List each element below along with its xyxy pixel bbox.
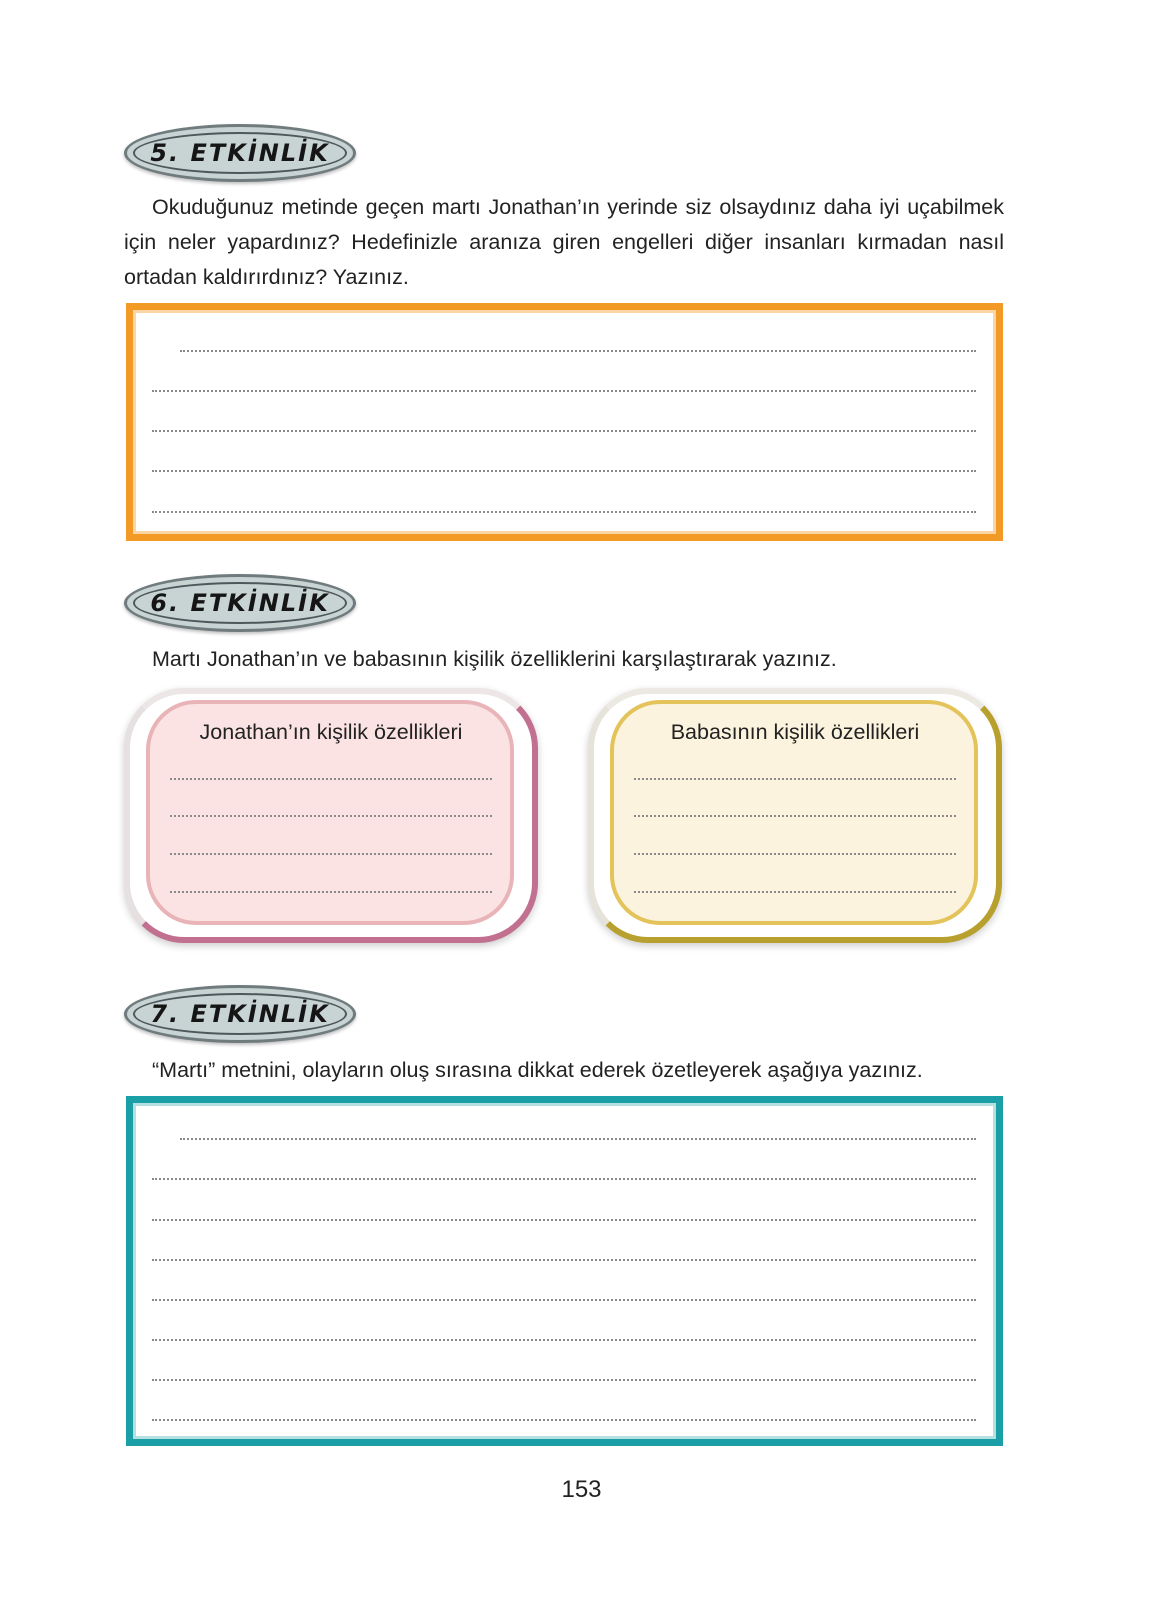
activity-5-answer-box[interactable] bbox=[126, 303, 1003, 541]
answer-line[interactable] bbox=[152, 1299, 976, 1301]
activity-7-badge-label: 7. ETKİNLİK bbox=[150, 1000, 330, 1028]
answer-line[interactable] bbox=[152, 1379, 976, 1381]
answer-line[interactable] bbox=[152, 1178, 976, 1180]
answer-line[interactable] bbox=[170, 853, 492, 855]
jonathan-traits-title: Jonathan’ın kişilik özellikleri bbox=[199, 720, 463, 744]
answer-line[interactable] bbox=[180, 1138, 976, 1140]
answer-line[interactable] bbox=[152, 390, 976, 392]
answer-line[interactable] bbox=[634, 778, 956, 780]
answer-line[interactable] bbox=[152, 430, 976, 432]
activity-7-instructions: “Martı” metnini, olayların oluş sırasına dikkat ederek özetleyerek aşağıya yazınız. bbox=[152, 1058, 923, 1082]
activity-5-instructions: Okuduğunuz metinde geçen martı Jonathan’ın yerinde siz olsaydınız daha iyi uçabilmek için neler yapardınız? Hedefinizle aranıza giren engelleri diğer insanları kırmadan nasıl ortadan kaldırırdınız? Yazınız. bbox=[124, 195, 1004, 289]
page-number: 153 bbox=[561, 1476, 602, 1503]
answer-line[interactable] bbox=[152, 1219, 976, 1221]
answer-line[interactable] bbox=[634, 891, 956, 893]
father-traits-title: Babasının kişilik özellikleri bbox=[670, 720, 920, 744]
answer-line[interactable] bbox=[152, 1259, 976, 1261]
answer-line[interactable] bbox=[152, 1419, 976, 1421]
answer-line[interactable] bbox=[170, 891, 492, 893]
activity-7-answer-box[interactable] bbox=[126, 1096, 1003, 1446]
answer-line[interactable] bbox=[152, 511, 976, 513]
activity-7-badge bbox=[124, 985, 356, 1043]
answer-line[interactable] bbox=[180, 350, 976, 352]
answer-line[interactable] bbox=[170, 815, 492, 817]
activity-6-instructions: Martı Jonathan’ın ve babasının kişilik özelliklerini karşılaştırarak yazınız. bbox=[152, 647, 837, 671]
activity-6-badge bbox=[124, 574, 356, 632]
activity-5-badge bbox=[124, 124, 356, 182]
activity-5-badge-label: 5. ETKİNLİK bbox=[150, 139, 330, 167]
answer-line[interactable] bbox=[634, 815, 956, 817]
answer-line[interactable] bbox=[170, 778, 492, 780]
answer-line[interactable] bbox=[152, 470, 976, 472]
answer-line[interactable] bbox=[152, 1339, 976, 1341]
answer-line[interactable] bbox=[634, 853, 956, 855]
activity-6-badge-label: 6. ETKİNLİK bbox=[150, 589, 330, 617]
